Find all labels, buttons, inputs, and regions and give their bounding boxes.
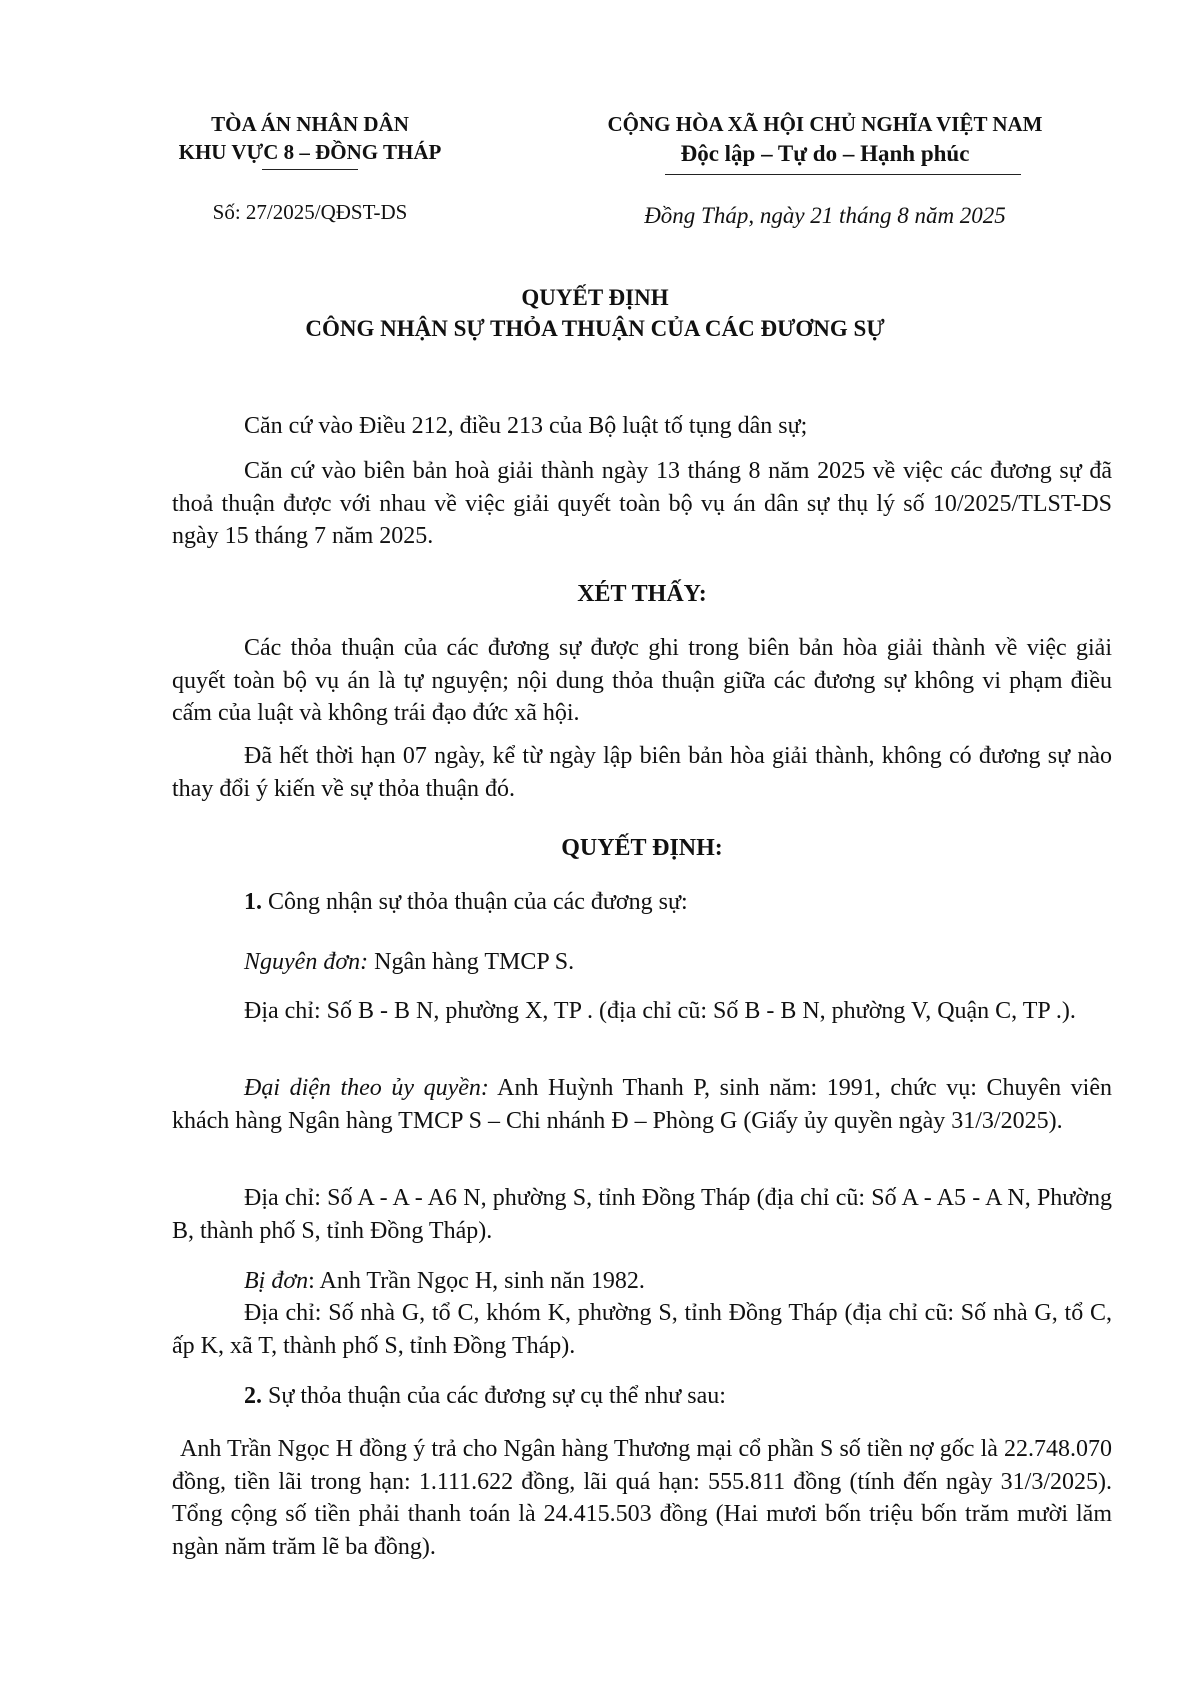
decision-subtitle: CÔNG NHẬN SỰ THỎA THUẬN CỦA CÁC ĐƯƠNG SỰ [305, 316, 885, 341]
place-date: Đồng Tháp, ngày 21 tháng 8 năm 2025 [644, 203, 1006, 228]
court-name-line2: KHU VỰC 8 – ĐỒNG THÁP [178, 140, 442, 164]
motto-underline [665, 174, 1021, 175]
item-1-text: Công nhận sự thỏa thuận của các đương sự: [262, 889, 688, 915]
item-1-number: 1. [244, 889, 262, 915]
item-2-text: Sự thỏa thuận của các đương sự cụ thể như sau: [262, 1383, 726, 1409]
representative-address: Địa chỉ: Số A - A - A6 N, phường S, tỉnh Đồng Tháp (địa chỉ cũ: Số A - A5 - A N, Phường B, thành phố S, tỉnh Đồng Tháp). [172, 1185, 1112, 1244]
findings-paragraph-2: Đã hết thời hạn 07 ngày, kể từ ngày lập biên bản hòa giải thành, không có đương sự nào thay đổi ý kiến về sự thỏa thuận đó. [172, 743, 1112, 802]
basis-paragraph-1: Căn cứ vào Điều 212, điều 213 của Bộ luật tố tụng dân sự; [244, 413, 808, 439]
document-number: Số: 27/2025/QĐST-DS [212, 200, 408, 224]
defendant-address: Địa chỉ: Số nhà G, tổ C, khóm K, phường S, tỉnh Đồng Tháp (địa chỉ cũ: Số nhà G, tổ C, ấp K, xã T, thành phố S, tỉnh Đồng Tháp). [172, 1300, 1112, 1359]
representative-paragraph [172, 1072, 1112, 1137]
plaintiff-value: Ngân hàng TMCP S. [368, 949, 575, 975]
decision-title: QUYẾT ĐỊNH [521, 285, 669, 310]
court-underline [262, 169, 358, 170]
defendant-value: : Anh Trần Ngọc H, sinh năn 1982. [308, 1268, 645, 1294]
court-name-line1: TÒA ÁN NHÂN DÂN [211, 112, 409, 136]
decision-heading: QUYẾT ĐỊNH: [561, 835, 723, 861]
defendant-line [172, 1265, 1112, 1298]
representative-label: Đại diện theo ủy quyền: [244, 1075, 489, 1101]
findings-paragraph-1: Các thỏa thuận của các đương sự được ghi trong biên bản hòa giải thành về việc giải quyết toàn bộ vụ án là tự nguyện; nội dung thỏa thuận giữa các đương sự không vi phạm điều cấm của luật và không trái đạo đức xã hội. [172, 635, 1112, 726]
findings-heading: XÉT THẤY: [577, 581, 707, 607]
country-name: CỘNG HÒA XÃ HỘI CHỦ NGHĨA VIỆT NAM [607, 112, 1043, 136]
basis-paragraph-2: Căn cứ vào biên bản hoà giải thành ngày 13 tháng 8 năm 2025 về việc các đương sự đã thoả thuận được với nhau về việc giải quyết toàn bộ vụ án dân sự thụ lý số 10/2025/TLST-DS ngày 15 tháng 7 năm 2025. [172, 458, 1112, 549]
decision-item-1 [172, 886, 1112, 919]
defendant-label: Bị đơn [244, 1268, 309, 1294]
national-motto: Độc lập – Tự do – Hạnh phúc [680, 141, 970, 166]
plaintiff-line [172, 946, 1112, 979]
representative-value: Anh Huỳnh Thanh P, sinh năm: 1991, chức vụ: Chuyên viên khách hàng Ngân hàng TMCP S – Chi nhánh Đ – Phòng G (Giấy ủy quyền ngày 31/3/2025). [172, 1075, 1112, 1134]
plaintiff-label: Nguyên đơn: [244, 949, 369, 975]
agreement-paragraph: Anh Trần Ngọc H đồng ý trả cho Ngân hàng Thương mại cổ phần S số tiền nợ gốc là 22.748.070 đồng, tiền lãi trong hạn: 1.111.622 đồng, lãi quá hạn: 555.811 đồng (tính đến ngày 31/3/2025). Tổng cộng số tiền phải thanh toán là 24.415.503 đồng (Hai mươi bốn triệu bốn trăm mười lăm ngàn năm trăm lẽ ba đồng). [172, 1436, 1112, 1560]
decision-item-2 [172, 1380, 1112, 1413]
plaintiff-address: Địa chỉ: Số B - B N, phường X, TP . (địa chỉ cũ: Số B - B N, phường V, Quận C, TP .). [244, 998, 1076, 1024]
item-2-number: 2. [244, 1383, 262, 1409]
